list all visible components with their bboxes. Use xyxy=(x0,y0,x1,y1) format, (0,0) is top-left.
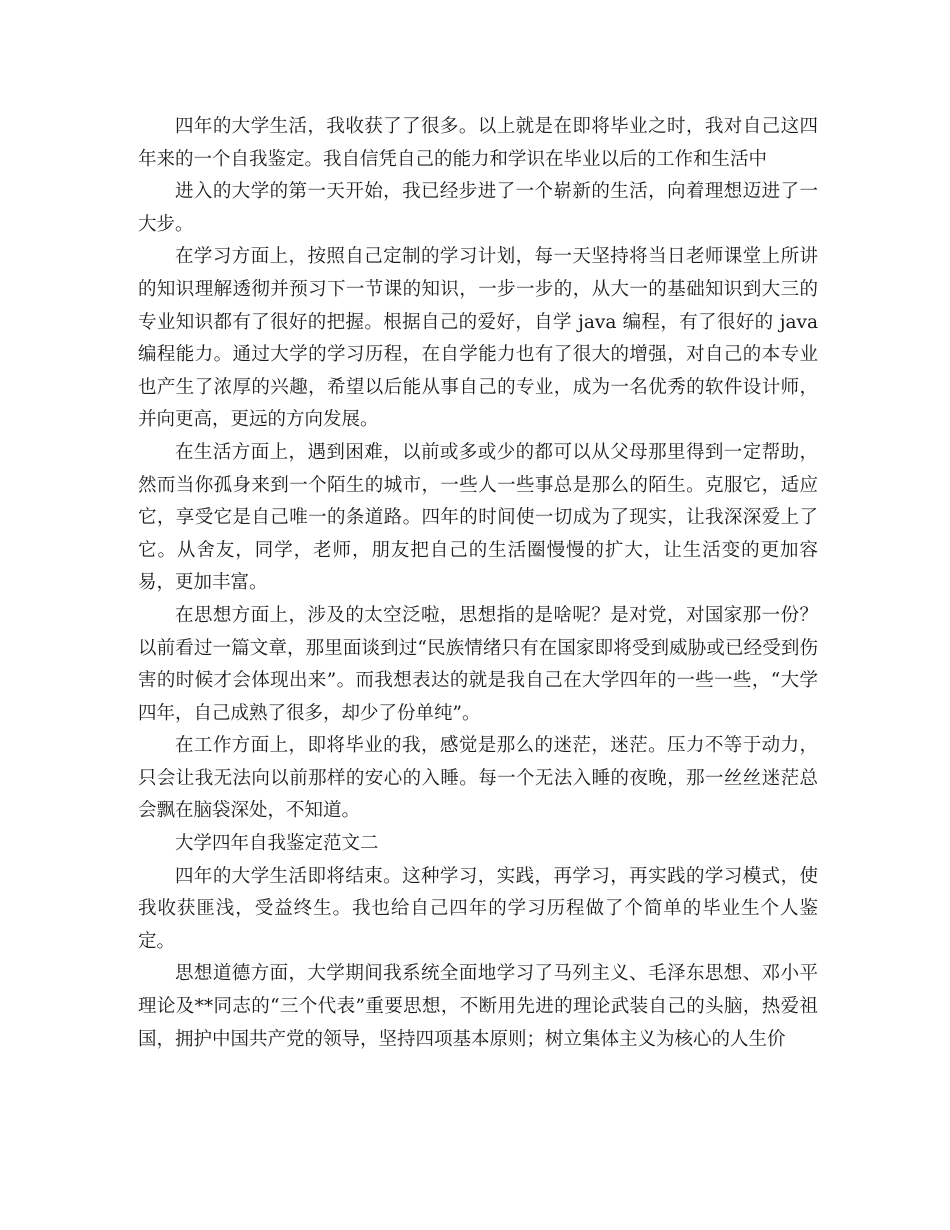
document-body xyxy=(138,111,818,1056)
paragraph-2: 进入的大学的第一天开始，我已经步进了一个崭新的生活，向着理想迈进了一大步。 xyxy=(138,181,818,235)
section-heading: 大学四年自我鉴定范文二 xyxy=(175,833,379,855)
paragraph-work: 在工作方面上，即将毕业的我，感觉是那么的迷茫，迷茫。压力不等于动力，只会让我无法向以前那样的安心的入睡。每一个无法入睡的夜晚，那一丝丝迷茫总会飘在脑袋深处，不知道。 xyxy=(138,735,818,822)
paragraph-life: 在生活方面上，遇到困难，以前或多或少的都可以从父母那里得到一定帮助，然而当你孤身来到一个陌生的城市，一些人一些事总是那么的陌生。克服它，适应它，享受它是自己唯一的条道路。四年的时间使一切成为了现实，让我深深爱上了它。从舍友，同学，老师，朋友把自己的生活圈慢慢的扩大，让生活变的更加容易，更加丰富。 xyxy=(138,441,818,594)
paragraph-moral: 思想道德方面，大学期间我系统全面地学习了马列主义、毛泽东思想、邓小平理论及**同志的“三个代表”重要思想，不断用先进的理论武装自己的头脑，热爱祖国，拥护中国共产党的领导，坚持四项基本原则；树立集体主义为核心的人生价 xyxy=(138,963,818,1050)
paragraph-study: 在学习方面上，按照自己定制的学习计划，每一天坚持将当日老师课堂上所讲的知识理解透彻并预习下一节课的知识，一步一步的，从大一的基础知识到大三的专业知识都有了很好的把握。根据自己的爱好，自学 java 编程，有了很好的 java 编程能力。通过大学的学习历程，在自学能力也有了很大的增强，对自己的本专业也产生了浓厚的兴趣，希望以后能从事自己的专业，成为一名优秀的软件设计师，并向更高，更远的方向发展。 xyxy=(138,246,818,431)
paragraph-1: 四年的大学生活，我收获了了很多。以上就是在即将毕业之时，我对自己这四年来的一个自我鉴定。我自信凭自己的能力和学识在毕业以后的工作和生活中 xyxy=(138,116,818,170)
paragraph-thought: 在思想方面上，涉及的太空泛啦，思想指的是啥呢？是对党，对国家那一份？以前看过一篇文章，那里面谈到过“民族情绪只有在国家即将受到威胁或已经受到伤害的时候才会体现出来”。而我想表达的就是我自己在大学四年的一些一些，“大学四年，自己成熟了很多，却少了份单纯”。 xyxy=(138,604,818,724)
paragraph-intro-2: 四年的大学生活即将结束。这种学习，实践，再学习，再实践的学习模式，使我收获匪浅，受益终生。我也给自己四年的学习历程做了个简单的毕业生个人鉴定。 xyxy=(138,865,818,952)
